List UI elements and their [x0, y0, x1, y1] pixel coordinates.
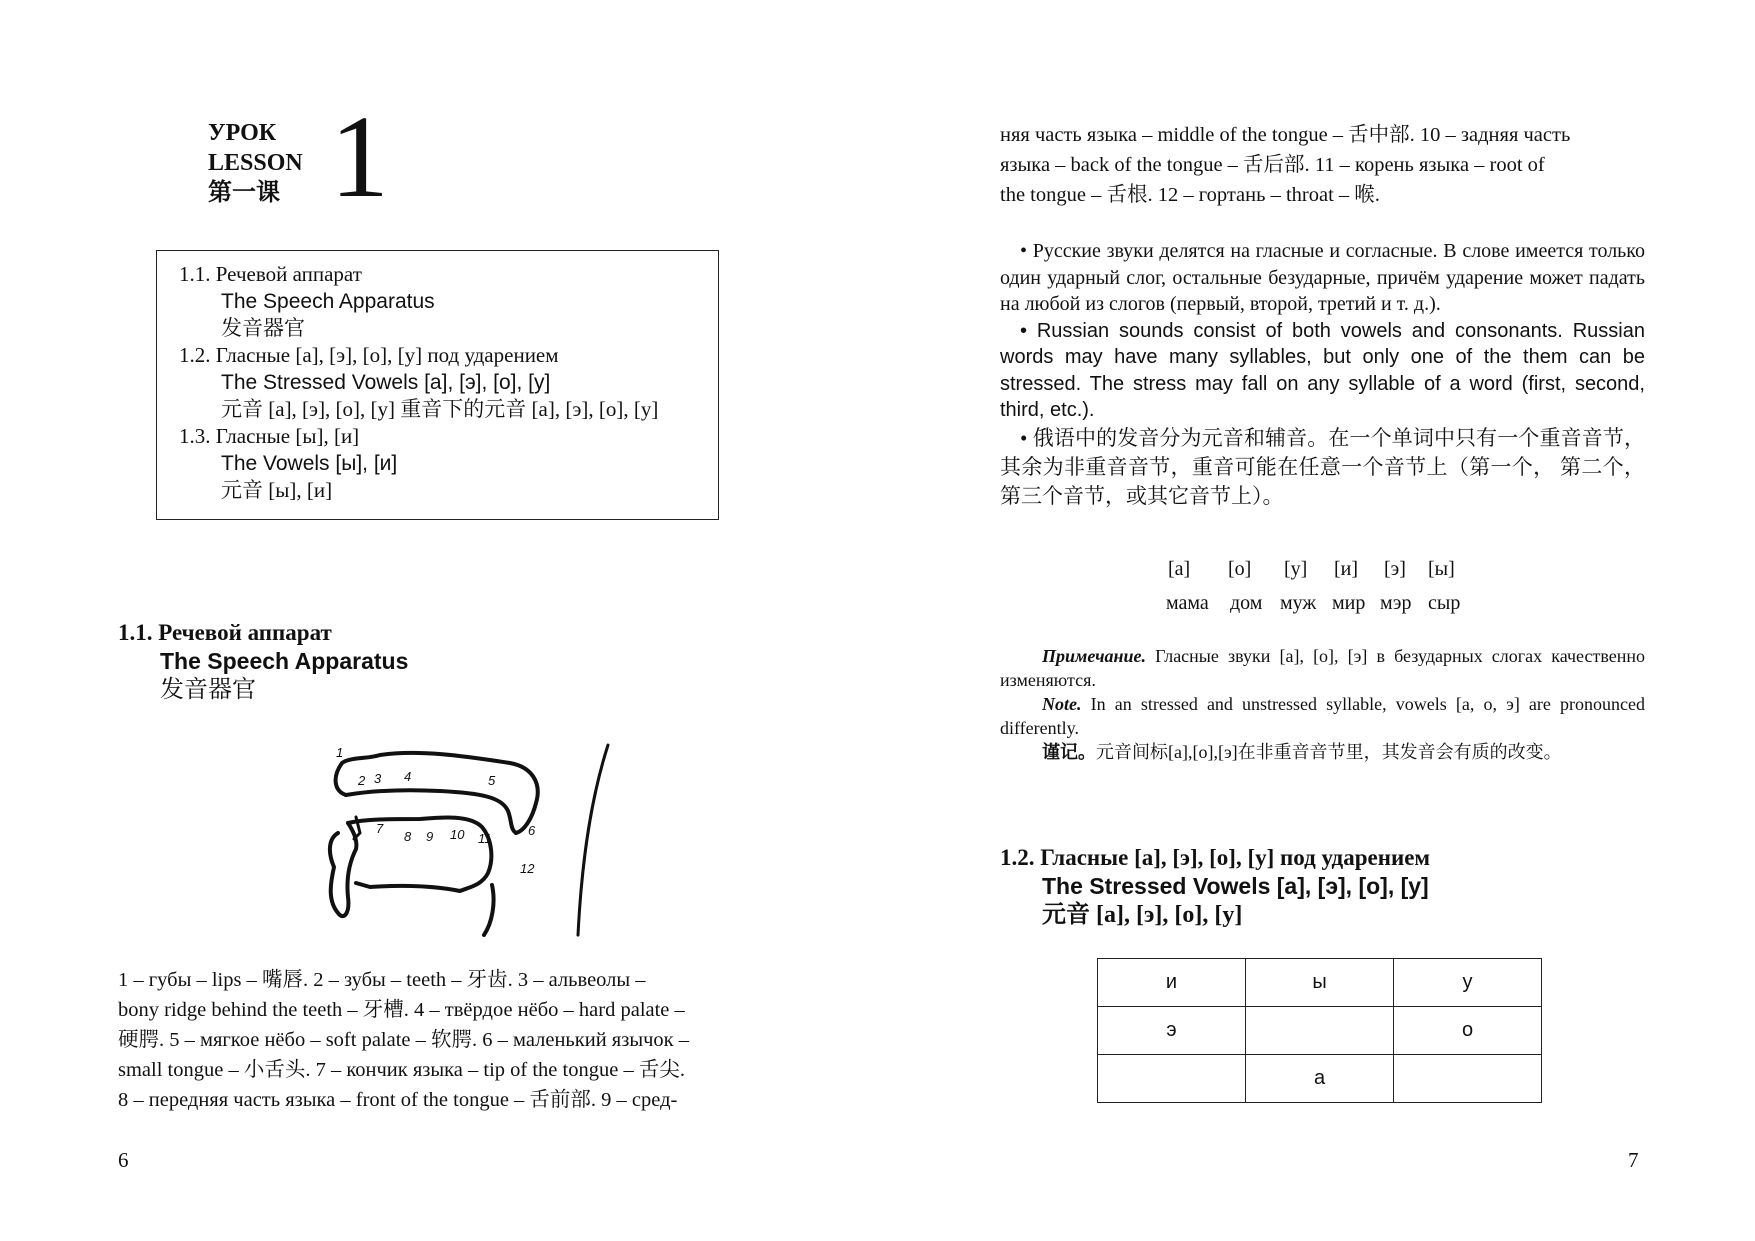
table-row [1098, 1055, 1542, 1103]
bullet-ru: • Русские звуки делятся на гласные и согласные. В слове имеется только один ударный слог, остальные безударные, причём ударение может падать на любой из слогов (первый, второй, третий и т. д.). [1000, 240, 1645, 315]
table-cell [1246, 1007, 1394, 1055]
example-word: сыр [1428, 592, 1461, 614]
legend-line: 硬腭. 5 – мягкое нёбо – soft palate – 软腭. 6 – маленький язычок – [118, 1029, 689, 1051]
example-word: мама [1166, 592, 1209, 614]
legend-line: bony ridge behind the teeth – 牙槽. 4 – твёрдое нёбо – hard palate – [118, 999, 685, 1021]
legend-line: языка – back of the tongue – 舌后部. 11 – корень языка – root of [1000, 154, 1545, 176]
diagram-label: 3 [374, 771, 382, 786]
throat-outline [484, 885, 494, 935]
lesson-word-ru: УРОК [208, 120, 277, 146]
diagram-label: 6 [528, 823, 536, 838]
toc-ru: Речевой аппарат [215, 262, 362, 286]
vowel-symbols-row [1168, 558, 1468, 581]
diagram-label: 12 [520, 861, 535, 876]
legend-line: 8 – передняя часть языка – front of the tongue – 舌前部. 9 – сред- [118, 1089, 678, 1111]
diagram-label: 4 [404, 769, 412, 784]
note-en [1000, 692, 1645, 740]
page-number-left: 6 [118, 1148, 129, 1172]
lesson-heading-words [208, 118, 303, 208]
example-word: мэр [1380, 592, 1412, 614]
diagram-label: 2 [358, 773, 366, 788]
table-cell [1098, 1055, 1246, 1103]
example-word: мир [1332, 592, 1366, 614]
section-1-title-ru: 1.1. Речевой аппарат [118, 620, 332, 645]
diagram-label: 11 [478, 831, 492, 846]
note-cn [1000, 740, 1645, 764]
legend-line: 1 – губы – lips – 嘴唇. 2 – зубы – teeth – 牙齿. 3 – альвеолы – [118, 969, 646, 991]
note-cn-text: 元音间标[a],[o],[э]在非重音音节里，其发音会有质的改变。 [1096, 742, 1562, 762]
section-2-heading [1000, 843, 1430, 930]
toc-en: The Vowels [ы], [и] [221, 452, 398, 475]
toc-num: 1.2. [179, 343, 211, 367]
lesson-number: 1 [330, 91, 389, 222]
legend-continued [1000, 120, 1645, 210]
diagram-label: 5 [488, 773, 496, 788]
palate-outline [346, 790, 516, 833]
bullet-cn: • 俄语中的发音分为元音和辅音。在一个单词中只有一个重音音节，其余为非重音音节，重音可能在任意一个音节上（第一个， 第二个，第三个音节，或其它音节上）。 [1000, 425, 1645, 508]
example-words-row [1166, 592, 1468, 615]
section-2-title-cn: 元音 [а], [э], [о], [у] [1042, 902, 1243, 928]
section-2-title-ru: 1.2. Гласные [а], [э], [о], [у] под ударением [1000, 845, 1431, 870]
toc-ru: Гласные [а], [э], [о], [у] под ударением [215, 343, 559, 367]
example-word: муж [1280, 592, 1317, 614]
note-en-text: In an stressed and unstressed syllable, vowels [a, o, э] are pronounced differently. [1000, 694, 1645, 738]
vowel-symbol: [ы] [1428, 558, 1455, 580]
vowel-symbol: [у] [1284, 558, 1308, 580]
note-cn-label: 谨记。 [1042, 742, 1096, 762]
bullet-en: • Russian sounds consist of both vowels and consonants. Russian words may have many syllables, but only one of the them can be stressed. The stress may fall on any syllable of a word (first, second, third, etc.). [1000, 319, 1645, 421]
section-1-title-en: The Speech Apparatus [160, 648, 409, 674]
toc-ru: Гласные [ы], [и] [215, 424, 360, 448]
toc-en: The Speech Apparatus [221, 290, 435, 313]
legend-line: няя часть языка – middle of the tongue – 舌中部. 10 – задняя часть [1000, 124, 1571, 146]
pharynx-outline [578, 745, 608, 935]
toc-entry [179, 261, 718, 342]
vowel-symbol: [и] [1334, 558, 1359, 580]
note-ru-label: Примечание. [1042, 646, 1147, 666]
vowel-symbol: [а] [1168, 558, 1191, 580]
diagram-label: 9 [426, 829, 434, 844]
note-en-label: Note. [1042, 694, 1082, 714]
toc-num: 1.3. [179, 424, 211, 448]
sounds-explanation [1000, 238, 1645, 511]
toc-num: 1.1. [179, 262, 211, 286]
legend-line: small tongue – 小舌头. 7 – кончик языка – tip of the tongue – 舌尖. [118, 1059, 685, 1081]
toc-entry [179, 342, 718, 423]
diagram-label: 1 [336, 745, 344, 760]
note-block [1000, 644, 1645, 764]
diagram-legend [118, 965, 763, 1115]
table-cell: э [1098, 1007, 1246, 1055]
vowel-symbol: [э] [1384, 558, 1406, 580]
toc-en: The Stressed Vowels [а], [э], [о], [у] [221, 371, 551, 394]
table-cell: о [1394, 1007, 1542, 1055]
diagram-label: 7 [376, 821, 384, 836]
table-cell: ы [1246, 959, 1394, 1007]
lesson-word-cn: 第一课 [208, 180, 280, 206]
toc-cn: 发音器官 [221, 316, 305, 340]
section-1-heading [118, 618, 408, 705]
table-cell: у [1394, 959, 1542, 1007]
table-row [1098, 1007, 1542, 1055]
vowel-table [1097, 958, 1542, 1103]
table-row [1098, 959, 1542, 1007]
table-cell: а [1246, 1055, 1394, 1103]
lesson-word-en: LESSON [208, 150, 303, 176]
diagram-label: 8 [404, 829, 412, 844]
table-of-contents [156, 250, 719, 520]
lower-jaw-outline [330, 823, 356, 916]
table-cell [1394, 1055, 1542, 1103]
diagram-label: 10 [450, 827, 465, 842]
page-number-right: 7 [1628, 1148, 1639, 1172]
toc-cn: 元音 [ы], [и] [221, 478, 333, 502]
section-2-title-en: The Stressed Vowels [а], [э], [о], [у] [1042, 873, 1429, 899]
note-ru-text: Гласные звуки [а], [о], [э] в безударных слогах качественно изменяются. [1000, 646, 1645, 690]
section-1-title-cn: 发音器官 [160, 677, 256, 703]
toc-cn: 元音 [а], [э], [о], [у] 重音下的元音 [а], [э], [о], [у] [221, 397, 659, 421]
legend-line: the tongue – 舌根. 12 – гортань – throat – 喉. [1000, 184, 1380, 206]
tongue-outline [348, 817, 491, 891]
speech-apparatus-diagram [320, 735, 620, 945]
table-cell: и [1098, 959, 1246, 1007]
vowel-symbol: [о] [1228, 558, 1252, 580]
toc-entry [179, 423, 718, 504]
note-ru [1000, 644, 1645, 692]
example-word: дом [1230, 592, 1263, 614]
